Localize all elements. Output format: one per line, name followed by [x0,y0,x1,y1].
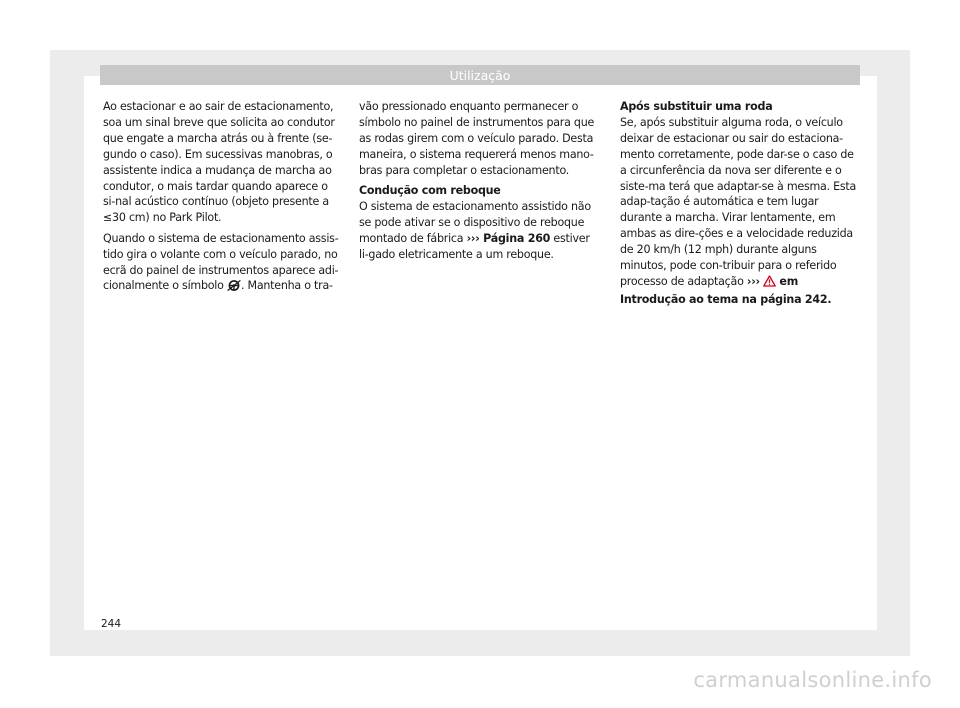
page-number: 244 [101,618,122,630]
intro-reference-link[interactable]: em Introdução ao tema na página 242 [620,274,828,306]
reference-period: . [827,292,832,306]
paragraph-text: Quando o sistema de estacionamento assis-tido gira o volante com o veículo parado, no ecrã do painel de instrumentos aparece adi-cionalmente o símbolo [103,231,339,293]
steering-wheel-icon [227,280,241,296]
paragraph-keep-pressed: vão pressionado enquanto permanecer o símbolo no painel de instrumentos para que as rodas girem com o veículo parado. Desta maneira, o sistema requererá menos mano-bras para completar o estacionamento. [359,100,595,177]
paragraph-text: O sistema de estacionamento assistido não se pode ativar se o dispositivo de reboque montado de fábrica [359,199,591,245]
column-right [620,99,860,312]
heading-towing: Condução com reboque [359,184,501,198]
watermark: carmanualsonline.info [693,668,932,692]
paragraph-text: Se, após substituir alguma roda, o veículo deixar de estacionar ou sair do estaciona-mento corretamente, pode dar-se o caso de a circunferência da nova ser diferente e o siste-ma terá que adaptar-se à mesma. Esta adap-tação é automática e tem lugar durante a marcha. Virar lentamente, em ambas as dire-ções e a velocidade reduzida de 20 km/h (12 mph) durante alguns minutos, pode con-tribuir para o referido processo de adaptação [620,115,857,288]
paragraph-text-end: . Mantenha o tra- [240,279,333,293]
paragraph-towing [359,199,599,263]
warning-triangle-icon [763,275,776,292]
column-left [103,99,343,296]
page-reference-link[interactable]: ››› Página 260 [466,231,551,245]
paragraph-park-signal: Ao estacionar e ao sair de estacionamento, soa um sinal breve que solicita ao condutor que engate a marcha atrás ou à frente (se-gundo o caso). Em sucessivas manobras, o assistente indica a mudança de marcha ao condutor, o mais tardar quando aparece o si-nal acústico contínuo (objeto presente a ≤30 cm) no Park Pilot. [103,100,335,225]
paragraph-steering-symbol [103,231,343,297]
section-header [100,65,860,85]
paragraph-text-end: estiver li-gado eletricamente a um reboque. [359,231,590,261]
section-title: Utilização [449,67,511,83]
paragraph-wheel-change [620,115,860,308]
column-middle [359,99,599,267]
reference-arrows: ››› [746,274,760,288]
heading-wheel-change: Após substituir uma roda [620,100,773,113]
